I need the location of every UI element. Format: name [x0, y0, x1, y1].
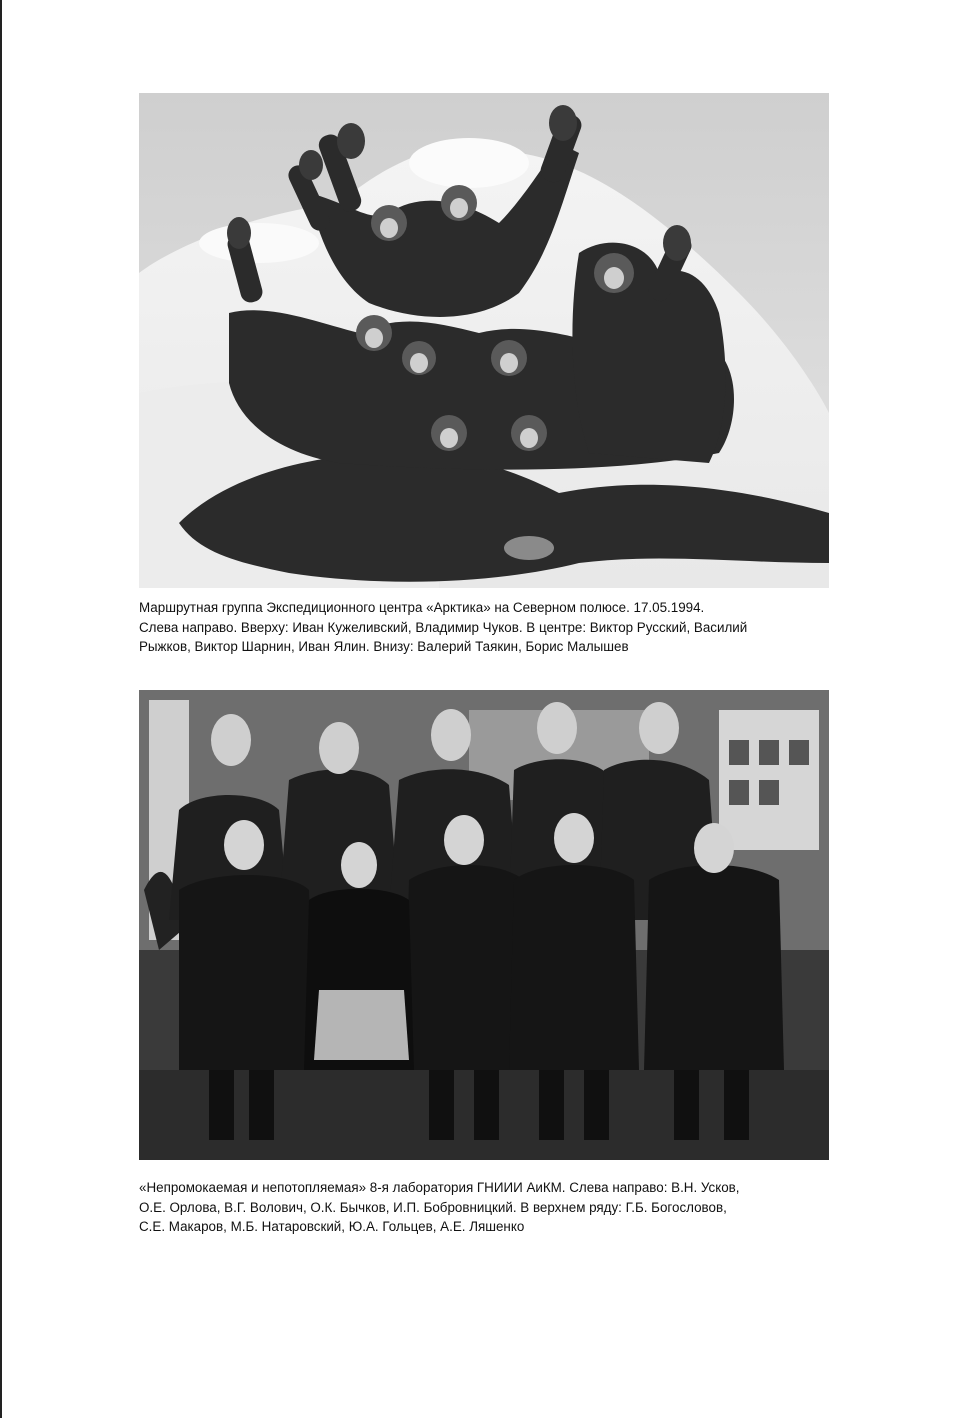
arctic-expedition-photo [139, 93, 829, 588]
caption-line: Слева направо. Вверху: Иван Кужеливский, Владимир Чуков. В центре: Виктор Русский, Василий [139, 619, 748, 635]
page-edge-line [0, 0, 2, 1418]
caption-line: Маршрутная группа Экспедиционного центра «Арктика» на Северном полюсе. 17.05.1994. [139, 600, 705, 615]
caption-line: «Непромокаемая и непотопляемая» 8-я лаборатория ГНИИИ АиКМ. Слева направо: В.Н. Усков, [139, 1180, 740, 1195]
caption-line: Рыжков, Виктор Шарнин, Иван Ялин. Внизу: Валерий Таякин, Борис Малышев [139, 639, 629, 654]
photo-caption-laboratory [139, 1178, 839, 1237]
laboratory-group-photo [139, 690, 829, 1160]
photo-caption-arctic [139, 598, 839, 657]
caption-line: С.Е. Макаров, М.Б. Натаровский, Ю.А. Гольцев, А.Е. Ляшенко [139, 1219, 525, 1234]
caption-line: О.Е. Орлова, В.Г. Волович, О.К. Бычков, И.П. Бобровницкий. В верхнем ряду: Г.Б. Богословов, [139, 1199, 727, 1215]
